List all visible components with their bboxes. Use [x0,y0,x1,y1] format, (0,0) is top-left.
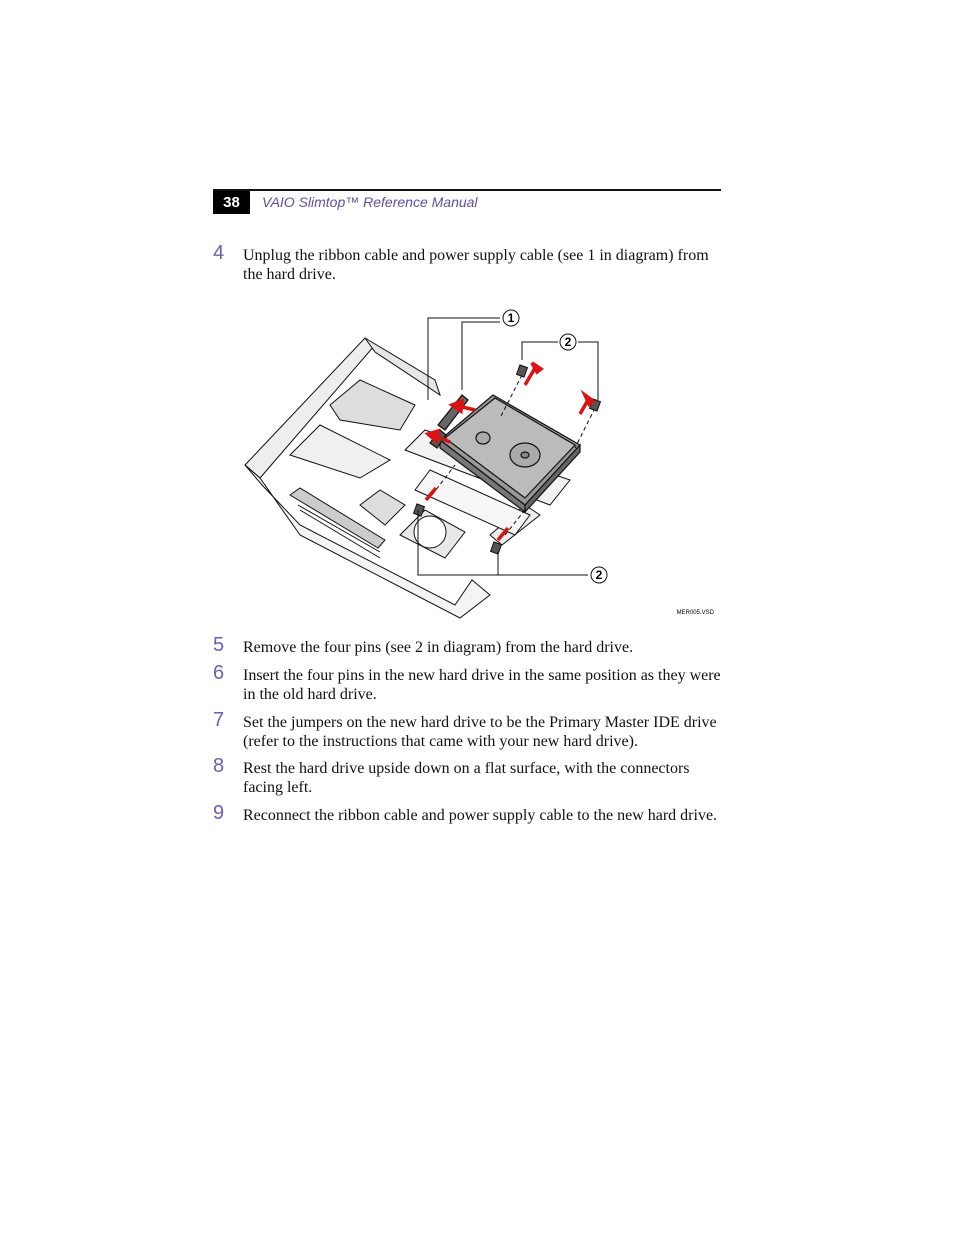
callout-2-top-label: 2 [564,335,572,349]
callout-2-top [560,334,576,350]
step-number: 4 [213,242,225,264]
hard-drive-removal-diagram [240,300,720,620]
step-number: 7 [213,709,225,731]
step-number: 9 [213,802,225,824]
callout-1-label: 1 [507,311,515,325]
step-number: 5 [213,634,225,656]
step-text: Remove the four pins (see 2 in diagram) from the hard drive. [243,639,634,656]
header-rule [213,189,721,191]
manual-title: VAIO Slimtop™ Reference Manual [262,194,478,210]
step-text: Rest the hard drive upside down on a flat surface, with the connectors facing left. [243,760,690,796]
step-number: 8 [213,755,225,777]
step-number: 6 [213,662,225,684]
callout-2-bottom-label: 2 [595,568,603,582]
step-text: Unplug the ribbon cable and power supply cable (see 1 in diagram) from the hard drive. [243,247,709,283]
callout-2-bottom [591,567,607,583]
step-text: Insert the four pins in the new hard drive in the same position as they were in the old hard drive. [243,667,721,703]
step-text: Set the jumpers on the new hard drive to be the Primary Master IDE drive (refer to the instructions that came with your new hard drive). [243,714,717,750]
page-number: 38 [213,191,250,214]
diagram-file-label: MER005.VSD [676,610,714,616]
step-text: Reconnect the ribbon cable and power supply cable to the new hard drive. [243,807,718,824]
callout-1 [503,310,519,326]
